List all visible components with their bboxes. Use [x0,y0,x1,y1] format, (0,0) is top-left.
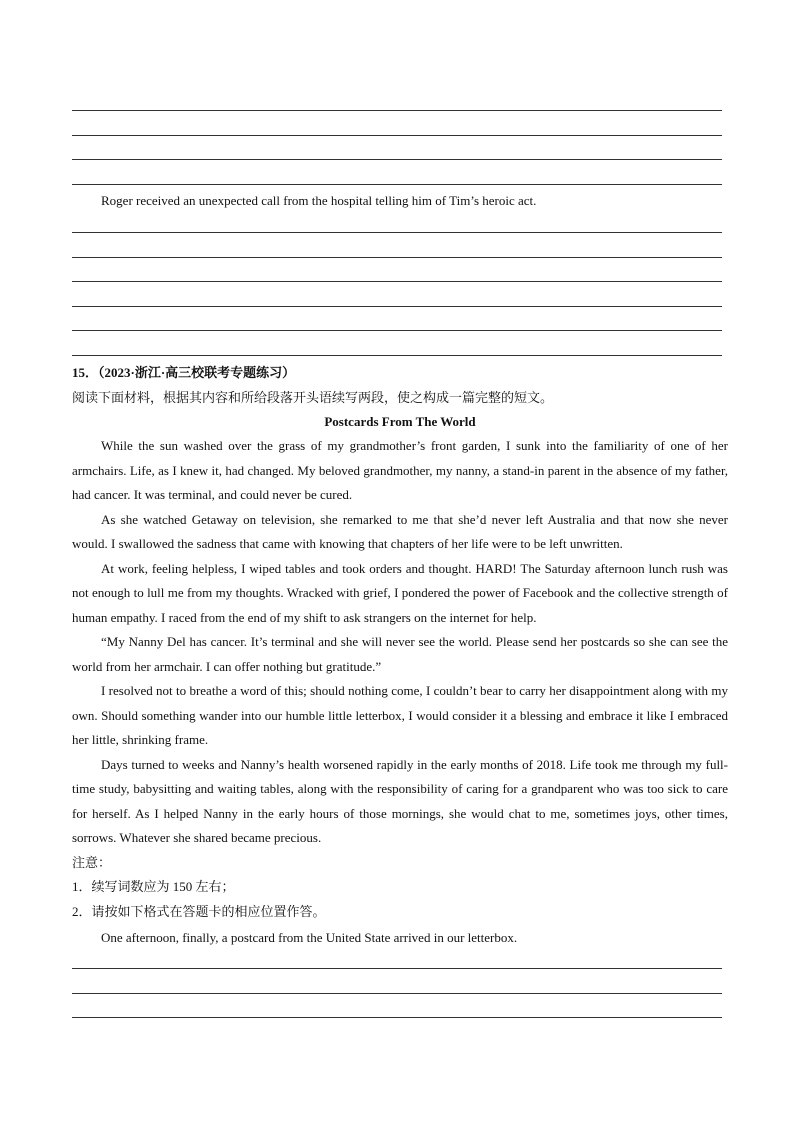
passage-paragraph: At work, feeling helpless, I wiped tables and took orders and thought. HARD! The Saturday afternoon lunch rush was not enough to lull me from my thoughts. Wracked with grief, I pondered the power of Facebook and the collective strength of human empathy. I raced from the end of my shift to ask strangers on the internet for help. [72,560,728,625]
passage-title: Postcards From The World [324,414,476,429]
question-instruction: 阅读下面材料，根据其内容和所给段落开头语续写两段，使之构成一篇完整的短文。 [72,390,554,405]
passage-body [72,434,728,924]
notes-label: 注意： [72,854,112,870]
note-item: 1．续写词数应为 150 左右； [72,879,235,894]
question-source: （2023·浙江·高三校联考专题练习） [98,365,296,380]
question-number: 15． [72,365,99,380]
answer-line [72,1017,722,1018]
continuation-prompt-top: Roger received an unexpected call from the hospital telling him of Tim’s heroic act. [101,193,537,208]
answer-line [72,355,722,356]
answer-line [72,232,722,233]
passage-paragraph: As she watched Getaway on television, she remarked to me that she’d never left Australia and that now she never would. I swallowed the sadness that came with knowing that chapters of her life were to be left unwritten. [72,511,728,551]
answer-line [72,184,722,185]
answer-lines-middle [72,232,722,379]
answer-line [72,330,722,331]
answer-line [72,968,722,969]
answer-line [72,257,722,258]
answer-line [72,135,722,136]
passage-paragraph: Days turned to weeks and Nanny’s health worsened rapidly in the early months of 2018. Life took me through my full-time study, babysitting and waiting tables, along with the responsibility of caring for a grandparent who was too sick to care for herself. As I helped Nanny in the early hours of those mornings, she would chat to me, sometimes joys, other times, sorrows. Whatever she shared became precious. [72,756,728,845]
note-item: 2．请按如下格式在答题卡的相应位置作答。 [72,903,326,919]
continuation-prompt-bottom: One afternoon, finally, a postcard from the United State arrived in our letterbox. [101,930,518,945]
passage-paragraph: “My Nanny Del has cancer. It’s terminal and she will never see the world. Please send her postcards so she can see the world from her armchair. I can offer nothing but gratitude.” [72,634,728,674]
answer-line [72,110,722,111]
answer-line [72,306,722,307]
question-header [72,361,728,386]
answer-line [72,159,722,160]
answer-line [72,281,722,282]
passage-paragraph: While the sun washed over the grass of my grandmother’s front garden, I sunk into the familiarity of one of her armchairs. Life, as I knew it, had changed. My beloved grandmother, my nanny, a stand-in parent in the absence of my father, had cancer. It was terminal, and could never be cured. [72,438,728,502]
answer-line [72,993,722,994]
answer-lines-bottom [72,968,722,1042]
passage-paragraph: I resolved not to breathe a word of this; should nothing come, I couldn’t bear to carry her disappointment along with my own. Should something wander into our humble little letterbox, I would consider it a blessing and embrace it like I embraced her little, shrinking frame. [72,683,728,747]
